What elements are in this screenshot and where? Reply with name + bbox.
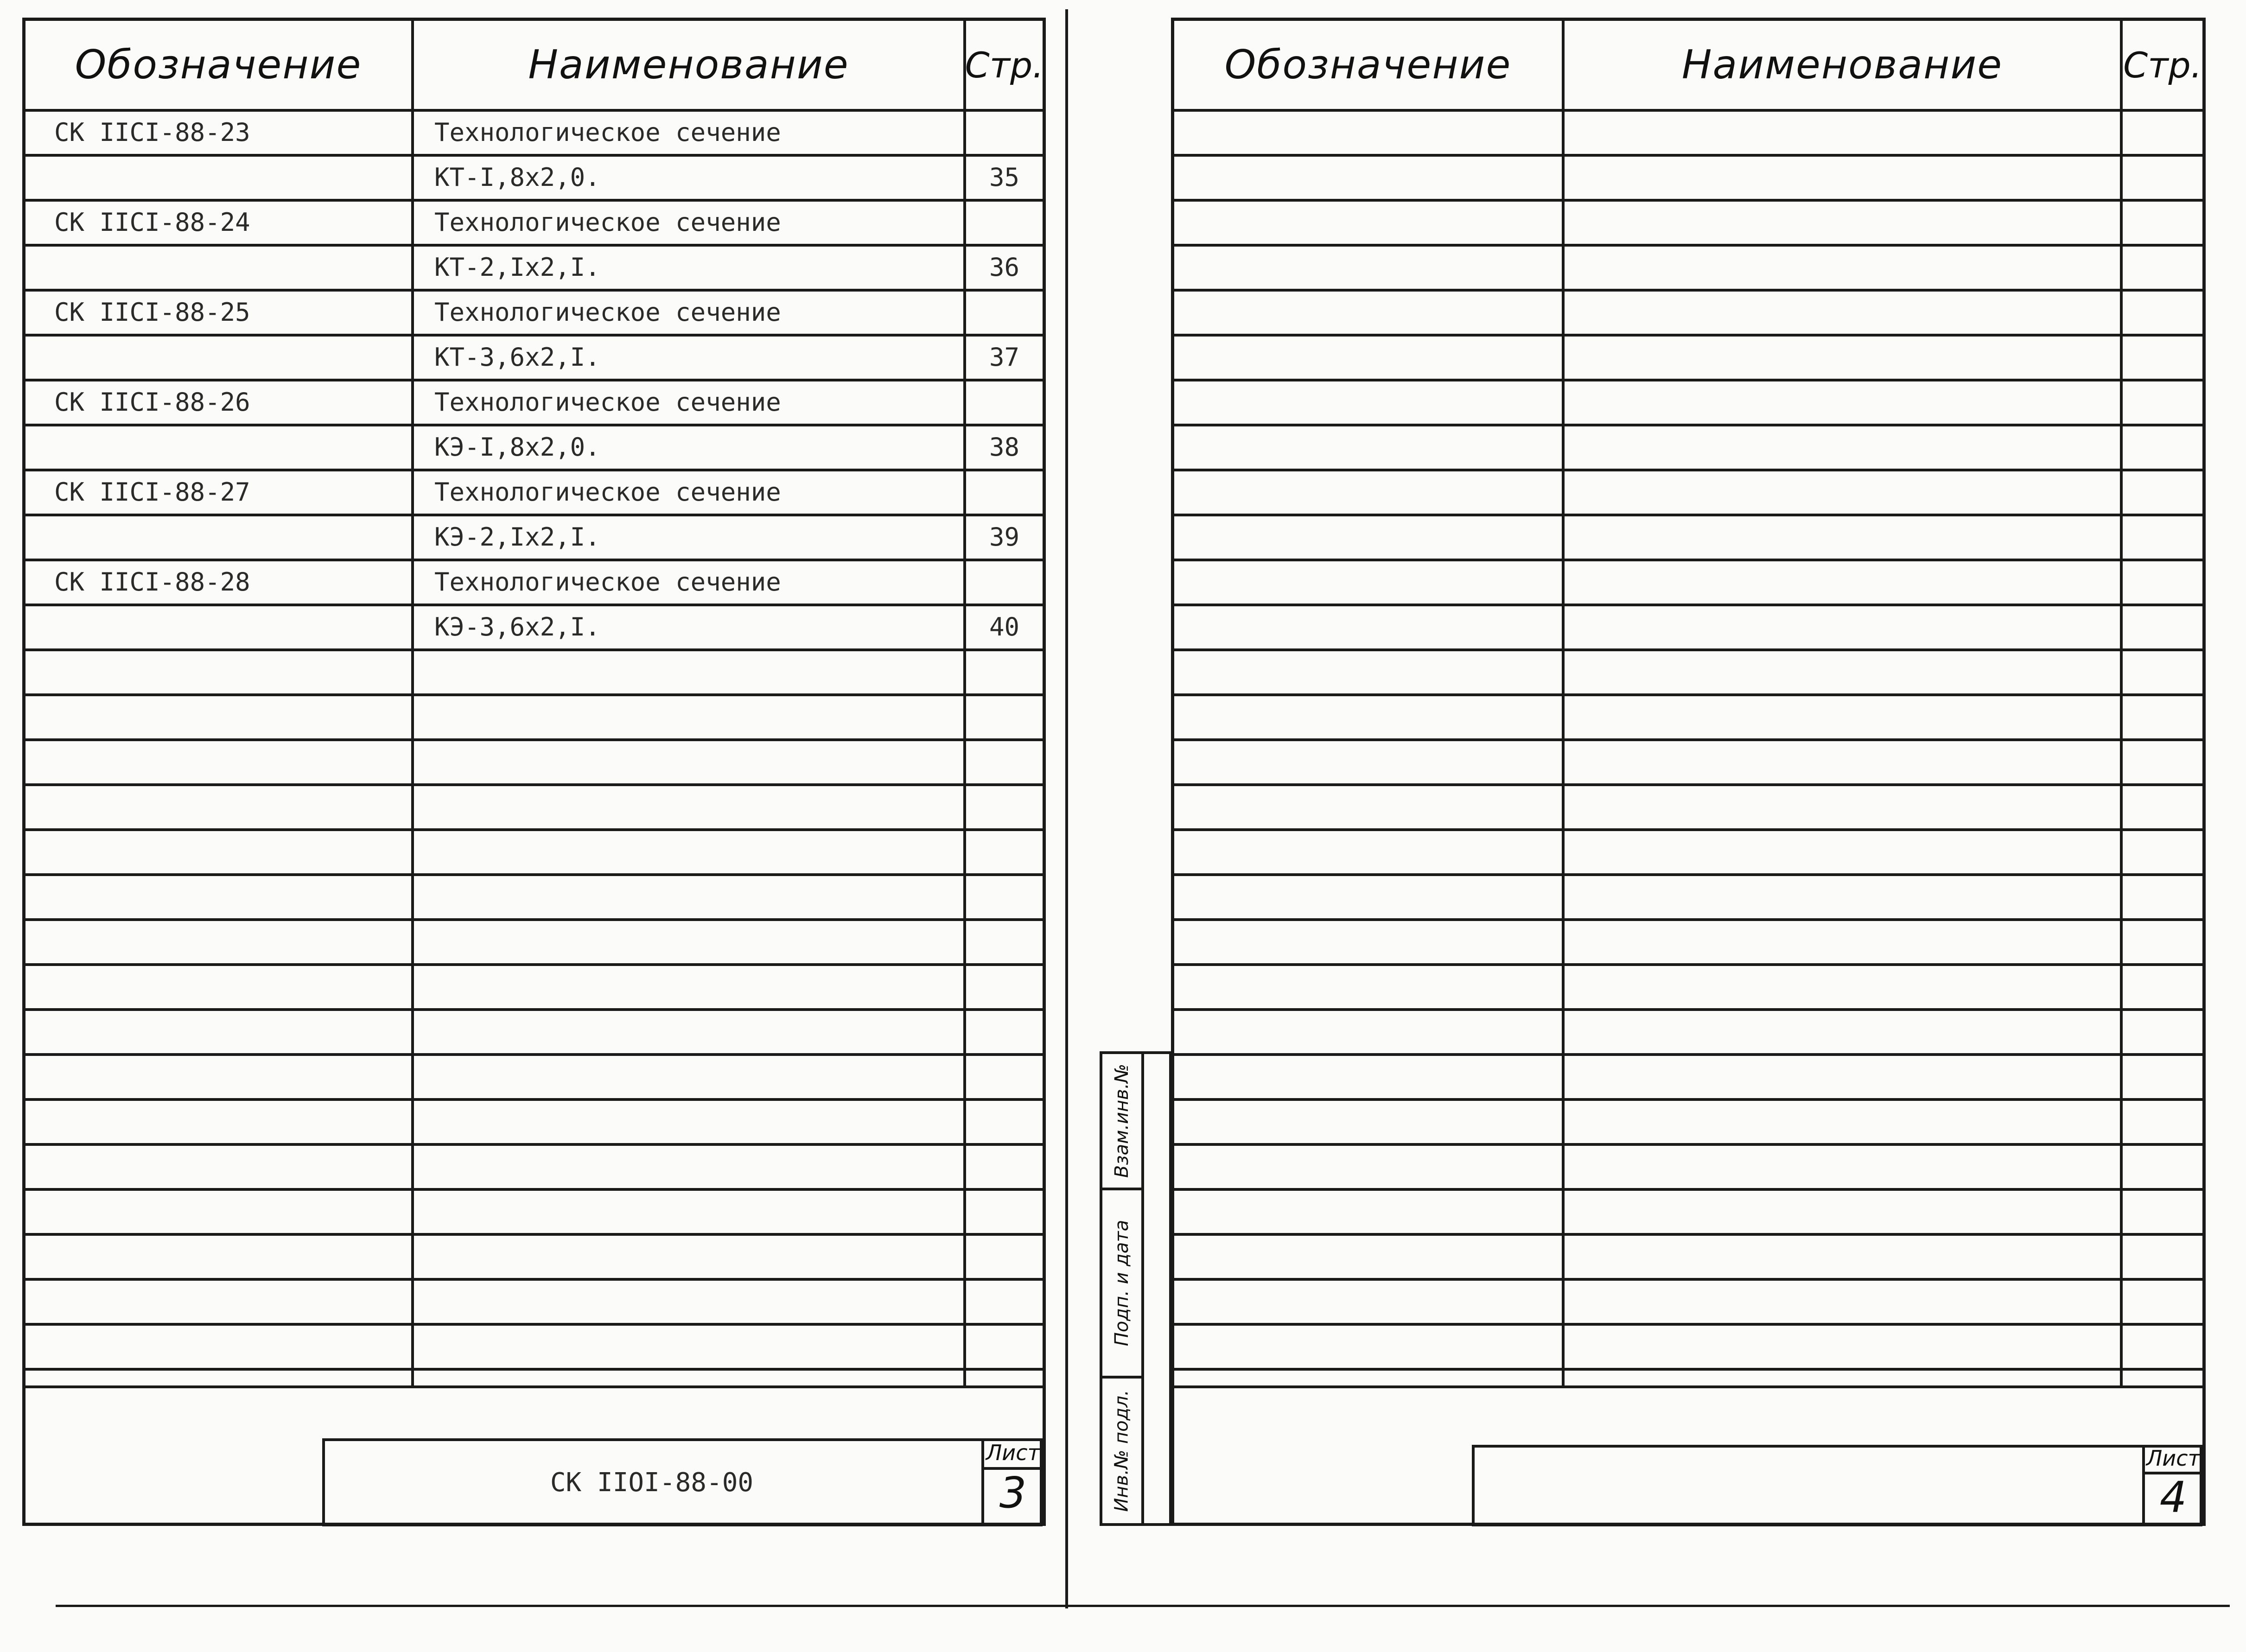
row-name: КЭ-3,6х2,I. [434,612,600,642]
table-row-line [1174,1053,2202,1056]
sheet-label: Лист [2146,1446,2201,1471]
table-row-line [1174,648,2202,651]
row-name: КЭ-I,8х2,0. [434,432,600,462]
row-name: Технологическое сечение [434,297,781,327]
row-page: 35 [989,162,1020,192]
table-row-line [1174,693,2202,696]
row-name: Технологическое сечение [434,387,781,417]
table-row-line [1174,244,2202,247]
sheet-left [22,18,1046,1526]
table-row-line [1174,1143,2202,1146]
column-divider [1562,21,1565,1385]
sheet-right [1171,18,2206,1526]
sheet-number: 4 [2159,1473,2187,1522]
footer-divider [25,1385,1043,1388]
table-row-line [1174,1098,2202,1101]
table-row-line [25,1233,1043,1236]
row-designation [54,156,407,198]
table-row-line [1174,1008,2202,1011]
table-row-line [1174,1233,2202,1236]
fold-line [1065,9,1068,1608]
table-row-line [1174,559,2202,561]
table-row-line [1174,963,2202,966]
row-name: Технологическое сечение [434,117,781,147]
row-name: КТ-2,Iх2,I. [434,252,600,282]
table-row-line [25,1188,1043,1191]
table-row-line [1174,604,2202,606]
table-row-line [25,1323,1043,1326]
row-page [966,381,1043,423]
table-row-line [1174,109,2202,112]
table-row-line [1174,828,2202,831]
row-name: КТ-I,8х2,0. [434,162,600,192]
row-page: 38 [989,432,1020,462]
row-designation: СК IIСI-88-23 [54,117,250,147]
table-row-line [25,783,1043,786]
table-row-line [1174,918,2202,921]
row-page: 36 [989,252,1020,282]
table-row-line [25,963,1043,966]
row-designation: СК IIСI-88-26 [54,387,250,417]
table-row-line [1174,738,2202,741]
header-designation: Обозначение [75,42,362,88]
row-name: Технологическое сечение [434,567,781,597]
base-line [56,1605,2230,1607]
table-row-line [1174,199,2202,202]
header-page: Стр. [2123,44,2202,86]
header-name: Наименование [1681,42,2003,88]
row-designation: СК IIСI-88-24 [54,207,250,237]
table-row-line [1174,289,2202,292]
title-block [1472,1445,2202,1526]
table-row-line [25,1143,1043,1146]
replaced-inventory-label: Взам.инв.№ [1111,1063,1133,1178]
row-page [966,560,1043,603]
row-name: Технологическое сечение [434,207,781,237]
table-row-line [1174,424,2202,426]
table-row-line [1174,1278,2202,1281]
table-row-line [1174,334,2202,337]
table-row-line [25,873,1043,876]
approval-strip [1100,1051,1172,1526]
table-row-line [25,1368,1043,1371]
document-code: СК IIOI-88-00 [550,1467,754,1498]
row-designation [54,515,407,558]
table-row-line [1174,783,2202,786]
row-page: 40 [989,612,1020,642]
sheet-number: 3 [999,1468,1027,1518]
table-row-line [25,918,1043,921]
row-name: КЭ-2,Iх2,I. [434,522,600,552]
sheet-label: Лист [986,1440,1040,1465]
strip-divider [1141,1054,1144,1523]
header-designation: Обозначение [1224,42,1512,88]
table-row-line [25,1008,1043,1011]
row-designation [54,336,407,378]
row-page [966,291,1043,333]
table-row-line [25,693,1043,696]
header-page: Стр. [965,44,1044,86]
table-row-line [1174,1368,2202,1371]
row-page: 39 [989,522,1020,552]
row-page: 37 [989,342,1020,372]
row-designation: СК IIСI-88-25 [54,297,250,327]
table-row-line [25,1053,1043,1056]
row-name: КТ-3,6х2,I. [434,342,600,372]
row-designation [54,426,407,468]
row-page [966,201,1043,243]
table-row-line [1174,514,2202,516]
table-row-line [1174,873,2202,876]
row-page [966,470,1043,513]
table-row-line [1174,1188,2202,1191]
table-row-line [1174,1323,2202,1326]
table-row-line [25,1278,1043,1281]
original-inventory-label: Инв.№ подл. [1111,1390,1133,1512]
table-row-line [25,828,1043,831]
column-divider [2120,21,2123,1385]
signature-date-label: Подп. и дата [1111,1220,1133,1347]
row-designation [54,246,407,288]
row-designation: СК IIСI-88-28 [54,567,250,597]
row-designation [54,605,407,648]
table-row-line [25,738,1043,741]
table-row-line [25,1098,1043,1101]
table-row-line [25,648,1043,651]
table-row-line [1174,379,2202,381]
column-divider [411,21,414,1385]
row-name: Технологическое сечение [434,477,781,507]
row-page [966,111,1043,153]
row-designation: СК IIСI-88-27 [54,477,250,507]
table-row-line [1174,469,2202,471]
table-row-line [1174,154,2202,157]
footer-divider [1174,1385,2202,1388]
header-name: Наименование [528,42,849,88]
